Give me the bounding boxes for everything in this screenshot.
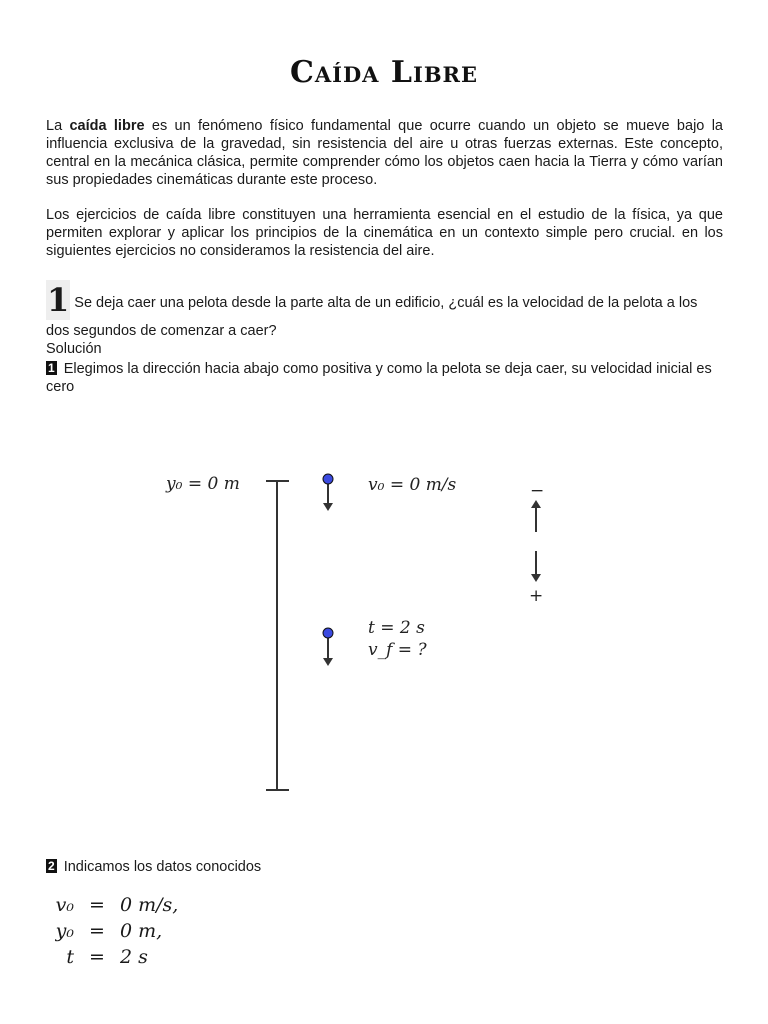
step-2-text: Indicamos los datos conocidos (59, 859, 262, 875)
problem-text-2: dos segundos de comenzar a caer? (46, 323, 277, 339)
step-2 (46, 858, 261, 876)
equation-lhs: v₀ (55, 894, 74, 916)
known-data-equations (44, 892, 178, 970)
equation-rhs: 0 m/s, (120, 894, 179, 916)
page-title: Caída Libre (289, 55, 479, 90)
intro-term: caída libre (69, 118, 145, 134)
intro-rest: es un fenómeno físico fundamental que ocurre cuando un objeto se mueve bajo la influencia exclusiva de la gravedad, sin resistencia del aire u otras fuerzas externas. Este concepto, central en la mecánica clásica, permite comprender cómo los objetos caen hacia la Tierra y cómo varían sus propiedades cinemáticas durante este proceso. (46, 118, 723, 188)
ball-bottom (323, 628, 333, 638)
equation-row (44, 892, 178, 918)
exercises-paragraph: Los ejercicios de caída libre constituyen una herramienta esencial en el estudio de la física, ya que permiten explorar y aplicar los principios de la cinemática en un contexto simple pero crucial. en los siguientes ejercicios no consideramos la resistencia del aire. (46, 207, 723, 259)
solution-label: Solución (46, 341, 102, 357)
ball-top (323, 474, 333, 484)
v0-label: v₀ = 0 m/s (368, 475, 457, 495)
equation-row (44, 944, 178, 970)
free-fall-diagram (0, 440, 768, 820)
problem-text-1: Se deja caer una pelota desde la parte alta de un edificio, ¿cuál es la velocidad de la pelota a los (70, 295, 698, 311)
intro-paragraph (46, 117, 723, 189)
equation-equals: = (89, 946, 105, 968)
intro-lead: La (46, 118, 70, 134)
problem-statement (46, 280, 723, 358)
y0-label: y₀ = 0 m (166, 474, 240, 494)
step-1 (46, 360, 723, 396)
problem-line-1 (46, 280, 723, 320)
step-2-badge: 2 (48, 859, 55, 873)
t-label: t = 2 s (368, 618, 425, 638)
equation-lhs: y₀ (55, 920, 74, 942)
problem-number: 1 (47, 281, 70, 319)
step-1-badge: 1 (48, 361, 55, 375)
minus-sign: − (530, 481, 545, 501)
equation-lhs: t (66, 946, 74, 968)
equation-rhs: 2 s (120, 946, 148, 968)
equation-equals: = (89, 894, 105, 916)
plus-sign: + (529, 586, 544, 606)
equation-rhs: 0 m, (120, 920, 163, 942)
step-1-text: Elegimos la dirección hacia abajo como positiva y como la pelota se deja caer, su velocidad inicial es cero (46, 361, 712, 395)
vf-label: v_f = ? (368, 640, 427, 660)
equation-equals: = (89, 920, 105, 942)
equation-row (44, 918, 178, 944)
